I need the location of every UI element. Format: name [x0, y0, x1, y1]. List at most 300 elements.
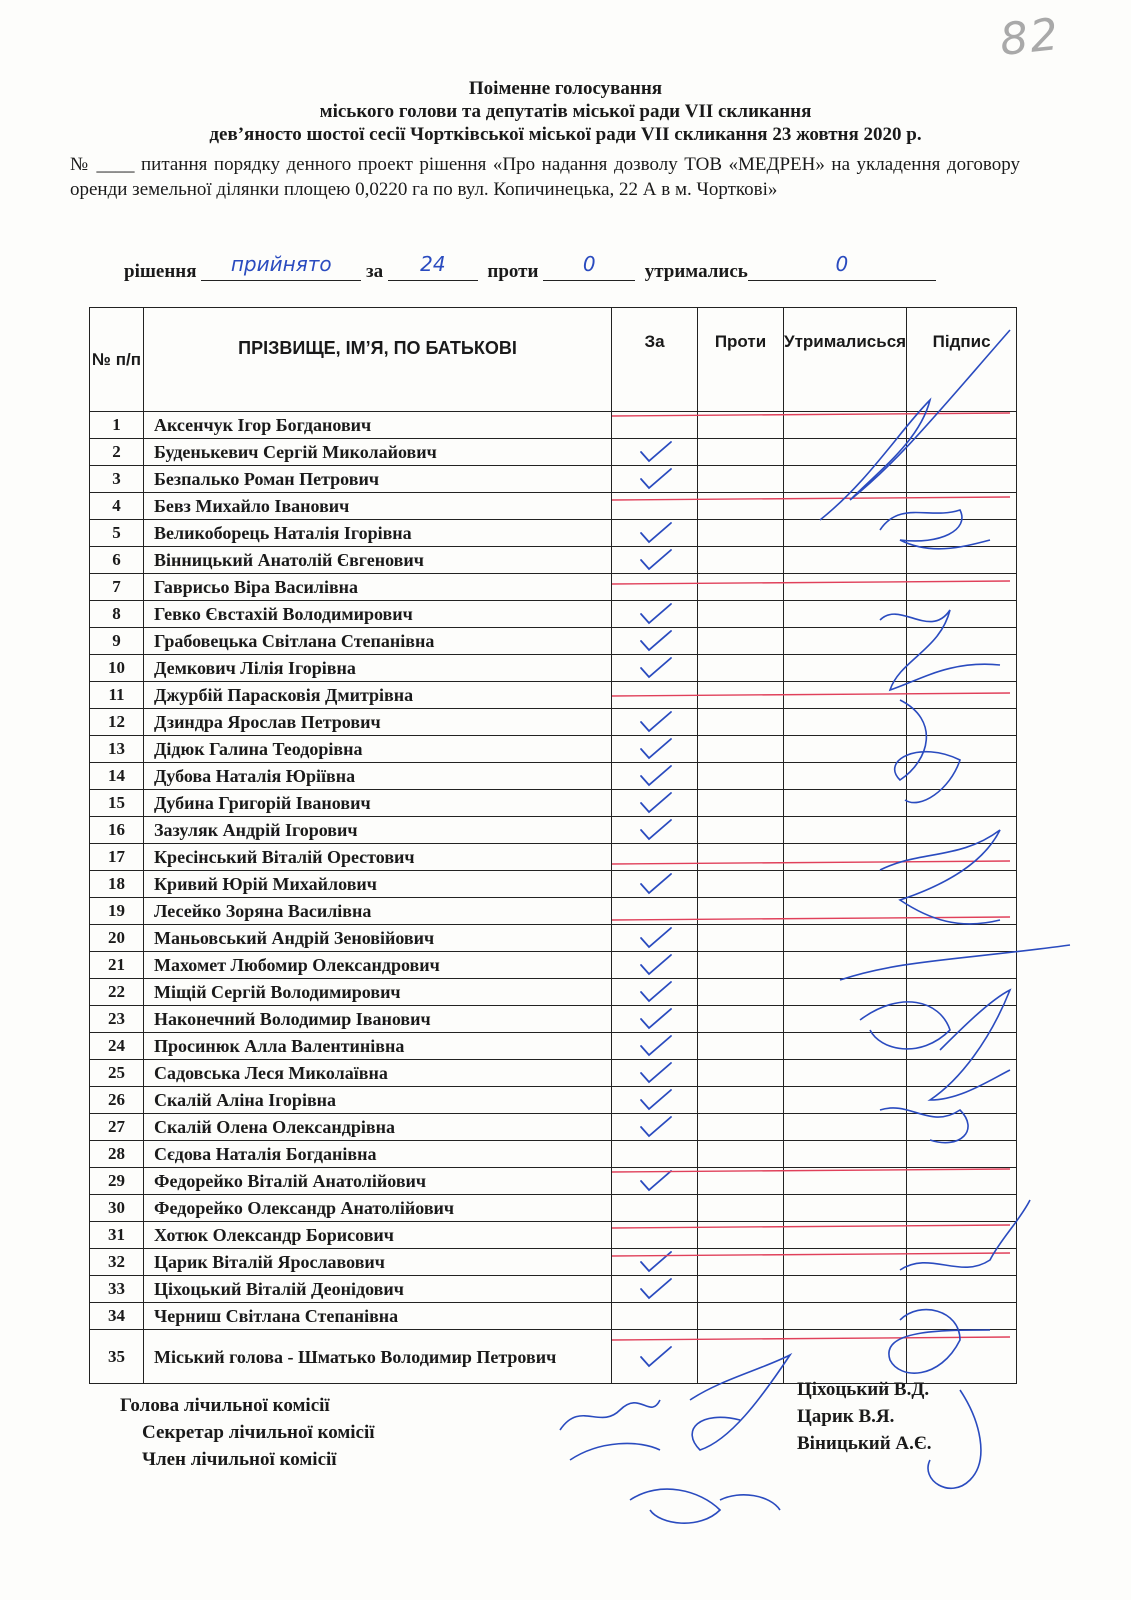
against-cell [698, 925, 784, 952]
against-cell [698, 412, 784, 439]
header-name: ПРІЗВИЩЕ, ІМ’Я, ПО БАТЬКОВІ [144, 308, 612, 412]
checkmark-icon [635, 548, 675, 572]
deputy-name: Міщій Сергій Володимирович [144, 979, 612, 1006]
checkmark-icon [635, 1250, 675, 1274]
row-number: 9 [90, 628, 144, 655]
row-number: 3 [90, 466, 144, 493]
deputy-name: Садовська Леся Миколаївна [144, 1060, 612, 1087]
row-number: 7 [90, 574, 144, 601]
question-text: «Про надання дозволу ТОВ «МЕДРЕН» на укладення договору оренди земельної ділянки площею 0,0220 га по вул. Копичинецька, 22 А в м. Чорткові» [70, 154, 1020, 200]
checkmark-icon [635, 926, 675, 950]
signature-cell [907, 979, 1017, 1006]
checkmark-icon [635, 602, 675, 626]
deputy-name: Сєдова Наталія Богданівна [144, 1141, 612, 1168]
against-cell [698, 1249, 784, 1276]
for-cell [612, 925, 698, 952]
commission-secretary-label: Секретар лічильної комісії [142, 1422, 375, 1443]
for-cell [612, 1195, 698, 1222]
against-cell [698, 547, 784, 574]
row-number: 18 [90, 871, 144, 898]
checkmark-icon [635, 656, 675, 680]
signature-cell [907, 655, 1017, 682]
row-number: 6 [90, 547, 144, 574]
page-number: 82 [997, 9, 1063, 66]
checkmark-icon [635, 629, 675, 653]
decision-line [124, 252, 1004, 283]
against-cell [698, 979, 784, 1006]
header-number: № п/п [90, 308, 144, 412]
table-row [90, 1060, 1017, 1087]
against-cell [698, 520, 784, 547]
against-cell [698, 709, 784, 736]
for-cell [612, 844, 698, 871]
for-cell [612, 547, 698, 574]
table-row [90, 1168, 1017, 1195]
row-number: 26 [90, 1087, 144, 1114]
header-abstain: Утрималисься [784, 308, 907, 412]
deputy-name: Демкович Лілія Ігорівна [144, 655, 612, 682]
signature-cell [907, 871, 1017, 898]
signature-cell [907, 574, 1017, 601]
table-row [90, 439, 1017, 466]
for-cell [612, 736, 698, 763]
document-subtitle: міського голови та депутатів міської ради VII скликання [319, 101, 812, 122]
checkmark-icon [635, 710, 675, 734]
row-number: 12 [90, 709, 144, 736]
signature-cell [907, 520, 1017, 547]
table-row [90, 1087, 1017, 1114]
signature-cell [907, 898, 1017, 925]
row-number: 22 [90, 979, 144, 1006]
deputy-name: Федорейко Віталій Анатолійович [144, 1168, 612, 1195]
against-cell [698, 439, 784, 466]
abstain-count: 0 [835, 252, 849, 276]
signature-cell [907, 412, 1017, 439]
for-cell [612, 1006, 698, 1033]
question-prefix: № ____ питання порядку денного проект рішення [70, 154, 487, 175]
checkmark-icon [635, 467, 675, 491]
agenda-question [70, 152, 1020, 202]
for-cell [612, 601, 698, 628]
row-number: 19 [90, 898, 144, 925]
for-cell [612, 790, 698, 817]
abstain-cell [784, 1249, 907, 1276]
row-number: 17 [90, 844, 144, 871]
table-row [90, 898, 1017, 925]
row-number: 24 [90, 1033, 144, 1060]
session-line: дев’яносто шостої сесії Чортківської міської ради VII скликання 23 жовтня 2020 р. [209, 124, 922, 145]
deputy-name: Бевз Михайло Іванович [144, 493, 612, 520]
abstain-cell [784, 439, 907, 466]
abstain-cell [784, 817, 907, 844]
row-number: 14 [90, 763, 144, 790]
for-cell [612, 1222, 698, 1249]
row-number: 1 [90, 412, 144, 439]
against-cell [698, 952, 784, 979]
table-row [90, 493, 1017, 520]
against-cell [698, 1195, 784, 1222]
deputy-name: Вінницький Анатолій Євгенович [144, 547, 612, 574]
for-cell [612, 682, 698, 709]
row-number: 21 [90, 952, 144, 979]
against-cell [698, 1222, 784, 1249]
abstain-cell [784, 1141, 907, 1168]
against-cell [698, 1114, 784, 1141]
row-number: 11 [90, 682, 144, 709]
table-row [90, 709, 1017, 736]
table-row [90, 520, 1017, 547]
against-cell [698, 736, 784, 763]
abstain-cell [784, 1087, 907, 1114]
for-cell [612, 1276, 698, 1303]
checkmark-icon [635, 818, 675, 842]
deputy-name: Грабовецька Світлана Степанівна [144, 628, 612, 655]
deputy-name: Безпалько Роман Петрович [144, 466, 612, 493]
table-row [90, 763, 1017, 790]
abstain-cell [784, 412, 907, 439]
against-cell [698, 1033, 784, 1060]
commission-labels [120, 1392, 375, 1473]
signature-cell [907, 682, 1017, 709]
row-number: 20 [90, 925, 144, 952]
row-number: 8 [90, 601, 144, 628]
checkmark-icon [635, 1277, 675, 1301]
table-row [90, 547, 1017, 574]
for-label: за [366, 261, 384, 282]
signature-cell [907, 1249, 1017, 1276]
for-cell [612, 1249, 698, 1276]
for-cell [612, 763, 698, 790]
abstain-cell [784, 601, 907, 628]
against-cell [698, 871, 784, 898]
deputy-name: Дідюк Галина Теодорівна [144, 736, 612, 763]
abstain-label: утримались [644, 261, 748, 282]
table-row [90, 1141, 1017, 1168]
for-cell [612, 466, 698, 493]
against-cell [698, 790, 784, 817]
signature-scribble [630, 1489, 780, 1523]
row-number: 32 [90, 1249, 144, 1276]
deputy-name: Буденькевич Сергій Миколайович [144, 439, 612, 466]
deputy-name: Федорейко Олександр Анатолійович [144, 1195, 612, 1222]
header-against: Проти [698, 308, 784, 412]
abstain-cell [784, 709, 907, 736]
checkmark-icon [635, 1115, 675, 1139]
abstain-cell [784, 979, 907, 1006]
against-cell [698, 1087, 784, 1114]
for-cell [612, 1141, 698, 1168]
for-cell [612, 952, 698, 979]
deputy-name: Дубина Григорій Іванович [144, 790, 612, 817]
for-cell [612, 1303, 698, 1330]
signature-cell [907, 952, 1017, 979]
row-number: 34 [90, 1303, 144, 1330]
table-row [90, 1249, 1017, 1276]
row-number: 35 [90, 1330, 144, 1384]
row-number: 33 [90, 1276, 144, 1303]
row-number: 27 [90, 1114, 144, 1141]
deputy-name: Зазуляк Андрій Ігорович [144, 817, 612, 844]
checkmark-icon [635, 1169, 675, 1193]
abstain-cell [784, 1303, 907, 1330]
signature-cell [907, 1168, 1017, 1195]
against-cell [698, 817, 784, 844]
signature-cell [907, 790, 1017, 817]
table-row [90, 601, 1017, 628]
abstain-cell [784, 547, 907, 574]
against-count: 0 [582, 252, 596, 276]
header-for: За [612, 308, 698, 412]
for-cell [612, 871, 698, 898]
against-cell [698, 1276, 784, 1303]
signature-cell [907, 547, 1017, 574]
for-cell [612, 412, 698, 439]
commission-member-label: Член лічильної комісії [142, 1449, 337, 1470]
for-cell [612, 520, 698, 547]
deputy-name: Маньовський Андрій Зеновійович [144, 925, 612, 952]
for-cell [612, 1114, 698, 1141]
signature-cell [907, 1222, 1017, 1249]
for-cell [612, 979, 698, 1006]
for-cell [612, 1033, 698, 1060]
abstain-cell [784, 1114, 907, 1141]
table-row [90, 574, 1017, 601]
decision-result-field [201, 252, 361, 281]
signature-cell [907, 817, 1017, 844]
row-number: 25 [90, 1060, 144, 1087]
signature-cell [907, 1276, 1017, 1303]
against-cell [698, 493, 784, 520]
against-cell [698, 655, 784, 682]
for-cell [612, 817, 698, 844]
against-cell [698, 1006, 784, 1033]
abstain-cell [784, 844, 907, 871]
table-row [90, 1114, 1017, 1141]
table-row [90, 1276, 1017, 1303]
signature-scribble [928, 1390, 981, 1488]
for-cell [612, 574, 698, 601]
abstain-cell [784, 628, 907, 655]
abstain-count-field [748, 252, 936, 281]
row-number: 16 [90, 817, 144, 844]
row-number: 23 [90, 1006, 144, 1033]
abstain-cell [784, 682, 907, 709]
table-row [90, 466, 1017, 493]
deputy-name: Гевко Євстахій Володимирович [144, 601, 612, 628]
for-cell [612, 898, 698, 925]
table-row [90, 790, 1017, 817]
deputy-name: Наконечний Володимир Іванович [144, 1006, 612, 1033]
checkmark-icon [635, 521, 675, 545]
abstain-cell [784, 466, 907, 493]
decision-label: рішення [124, 261, 197, 282]
for-cell [612, 655, 698, 682]
row-number: 15 [90, 790, 144, 817]
row-number: 30 [90, 1195, 144, 1222]
row-number: 29 [90, 1168, 144, 1195]
signature-cell [907, 628, 1017, 655]
table-row [90, 871, 1017, 898]
deputy-name: Аксенчук Ігор Богданович [144, 412, 612, 439]
table-row [90, 952, 1017, 979]
abstain-cell [784, 925, 907, 952]
commission-chair-name: Ціхоцький В.Д. [797, 1379, 930, 1400]
for-cell [612, 628, 698, 655]
abstain-cell [784, 898, 907, 925]
signature-cell [907, 763, 1017, 790]
checkmark-icon [635, 1007, 675, 1031]
against-label: проти [487, 261, 539, 282]
abstain-cell [784, 1276, 907, 1303]
checkmark-icon [635, 764, 675, 788]
for-cell [612, 493, 698, 520]
abstain-cell [784, 763, 907, 790]
commission-secretary-name: Царик В.Я. [797, 1406, 895, 1427]
signature-cell [907, 1006, 1017, 1033]
table-row [90, 682, 1017, 709]
signature-cell [907, 601, 1017, 628]
deputy-name: Хотюк Олександр Борисович [144, 1222, 612, 1249]
against-count-field [543, 252, 635, 281]
for-cell [612, 1087, 698, 1114]
signature-cell [907, 439, 1017, 466]
signature-cell [907, 1033, 1017, 1060]
abstain-cell [784, 1033, 907, 1060]
against-cell [698, 574, 784, 601]
deputy-name: Дубова Наталія Юріївна [144, 763, 612, 790]
abstain-cell [784, 493, 907, 520]
deputy-name: Просинюк Алла Валентинівна [144, 1033, 612, 1060]
abstain-cell [784, 574, 907, 601]
abstain-cell [784, 1195, 907, 1222]
deputy-name: Міський голова - Шматько Володимир Петрович [144, 1330, 612, 1384]
signature-cell [907, 844, 1017, 871]
signature-cell [907, 709, 1017, 736]
abstain-cell [784, 952, 907, 979]
signature-cell [907, 1141, 1017, 1168]
deputy-name: Великоборець Наталія Ігорівна [144, 520, 612, 547]
for-cell [612, 1168, 698, 1195]
table-row [90, 412, 1017, 439]
signature-cell [907, 1060, 1017, 1087]
table-row [90, 925, 1017, 952]
signature-cell [907, 925, 1017, 952]
table-row [90, 1222, 1017, 1249]
deputy-name: Скалій Аліна Ігорівна [144, 1087, 612, 1114]
signature-scribble [560, 1400, 660, 1460]
checkmark-icon [635, 1345, 675, 1369]
deputy-name: Скалій Олена Олександрівна [144, 1114, 612, 1141]
row-number: 13 [90, 736, 144, 763]
table-row [90, 655, 1017, 682]
checkmark-icon [635, 980, 675, 1004]
checkmark-icon [635, 1088, 675, 1112]
deputy-name: Кресінський Віталій Орестович [144, 844, 612, 871]
deputy-name: Лесейко Зоряна Василівна [144, 898, 612, 925]
signature-cell [907, 736, 1017, 763]
commission-member-name: Віницький А.Є. [797, 1433, 932, 1454]
against-cell [698, 898, 784, 925]
against-cell [698, 844, 784, 871]
decision-result: прийнято [230, 252, 332, 276]
deputy-name: Джурбій Парасковія Дмитрівна [144, 682, 612, 709]
table-row [90, 1006, 1017, 1033]
abstain-cell [784, 871, 907, 898]
table-row [90, 1195, 1017, 1222]
table-row [90, 1033, 1017, 1060]
deputy-name: Гаврисьо Віра Василівна [144, 574, 612, 601]
against-cell [698, 1060, 784, 1087]
abstain-cell [784, 736, 907, 763]
row-number: 28 [90, 1141, 144, 1168]
against-cell [698, 628, 784, 655]
roll-call-table [89, 307, 1017, 1384]
deputy-name: Царик Віталій Ярославович [144, 1249, 612, 1276]
checkmark-icon [635, 737, 675, 761]
row-number: 4 [90, 493, 144, 520]
abstain-cell [784, 790, 907, 817]
against-cell [698, 763, 784, 790]
for-cell [612, 1060, 698, 1087]
checkmark-icon [635, 953, 675, 977]
row-number: 5 [90, 520, 144, 547]
against-cell [698, 466, 784, 493]
deputy-name: Дзиндра Ярослав Петрович [144, 709, 612, 736]
against-cell [698, 682, 784, 709]
signature-cell [907, 466, 1017, 493]
against-cell [698, 1141, 784, 1168]
checkmark-icon [635, 1061, 675, 1085]
for-count: 24 [420, 252, 446, 276]
signature-cell [907, 1114, 1017, 1141]
abstain-cell [784, 1006, 907, 1033]
header-signature: Підпис [907, 308, 1017, 412]
row-number: 31 [90, 1222, 144, 1249]
checkmark-icon [635, 872, 675, 896]
signature-cell [907, 493, 1017, 520]
table-row [90, 628, 1017, 655]
deputy-name: Кривий Юрій Михайлович [144, 871, 612, 898]
abstain-cell [784, 1222, 907, 1249]
signature-cell [907, 1303, 1017, 1330]
checkmark-icon [635, 791, 675, 815]
deputy-name: Черниш Світлана Степанівна [144, 1303, 612, 1330]
table-row [90, 1303, 1017, 1330]
row-number: 2 [90, 439, 144, 466]
checkmark-icon [635, 440, 675, 464]
abstain-cell [784, 1060, 907, 1087]
deputy-name: Ціхоцький Віталій Деонідович [144, 1276, 612, 1303]
against-cell [698, 1330, 784, 1384]
signature-cell [907, 1087, 1017, 1114]
table-row [90, 736, 1017, 763]
checkmark-icon [635, 1034, 675, 1058]
commission-names [797, 1376, 932, 1457]
table-row [90, 817, 1017, 844]
abstain-cell [784, 1168, 907, 1195]
deputy-name: Махомет Любомир Олександрович [144, 952, 612, 979]
for-cell [612, 709, 698, 736]
table-row [90, 979, 1017, 1006]
table-row [90, 844, 1017, 871]
against-cell [698, 1168, 784, 1195]
for-cell [612, 1330, 698, 1384]
signature-cell [907, 1195, 1017, 1222]
abstain-cell [784, 655, 907, 682]
against-cell [698, 1303, 784, 1330]
abstain-cell [784, 520, 907, 547]
for-cell [612, 439, 698, 466]
